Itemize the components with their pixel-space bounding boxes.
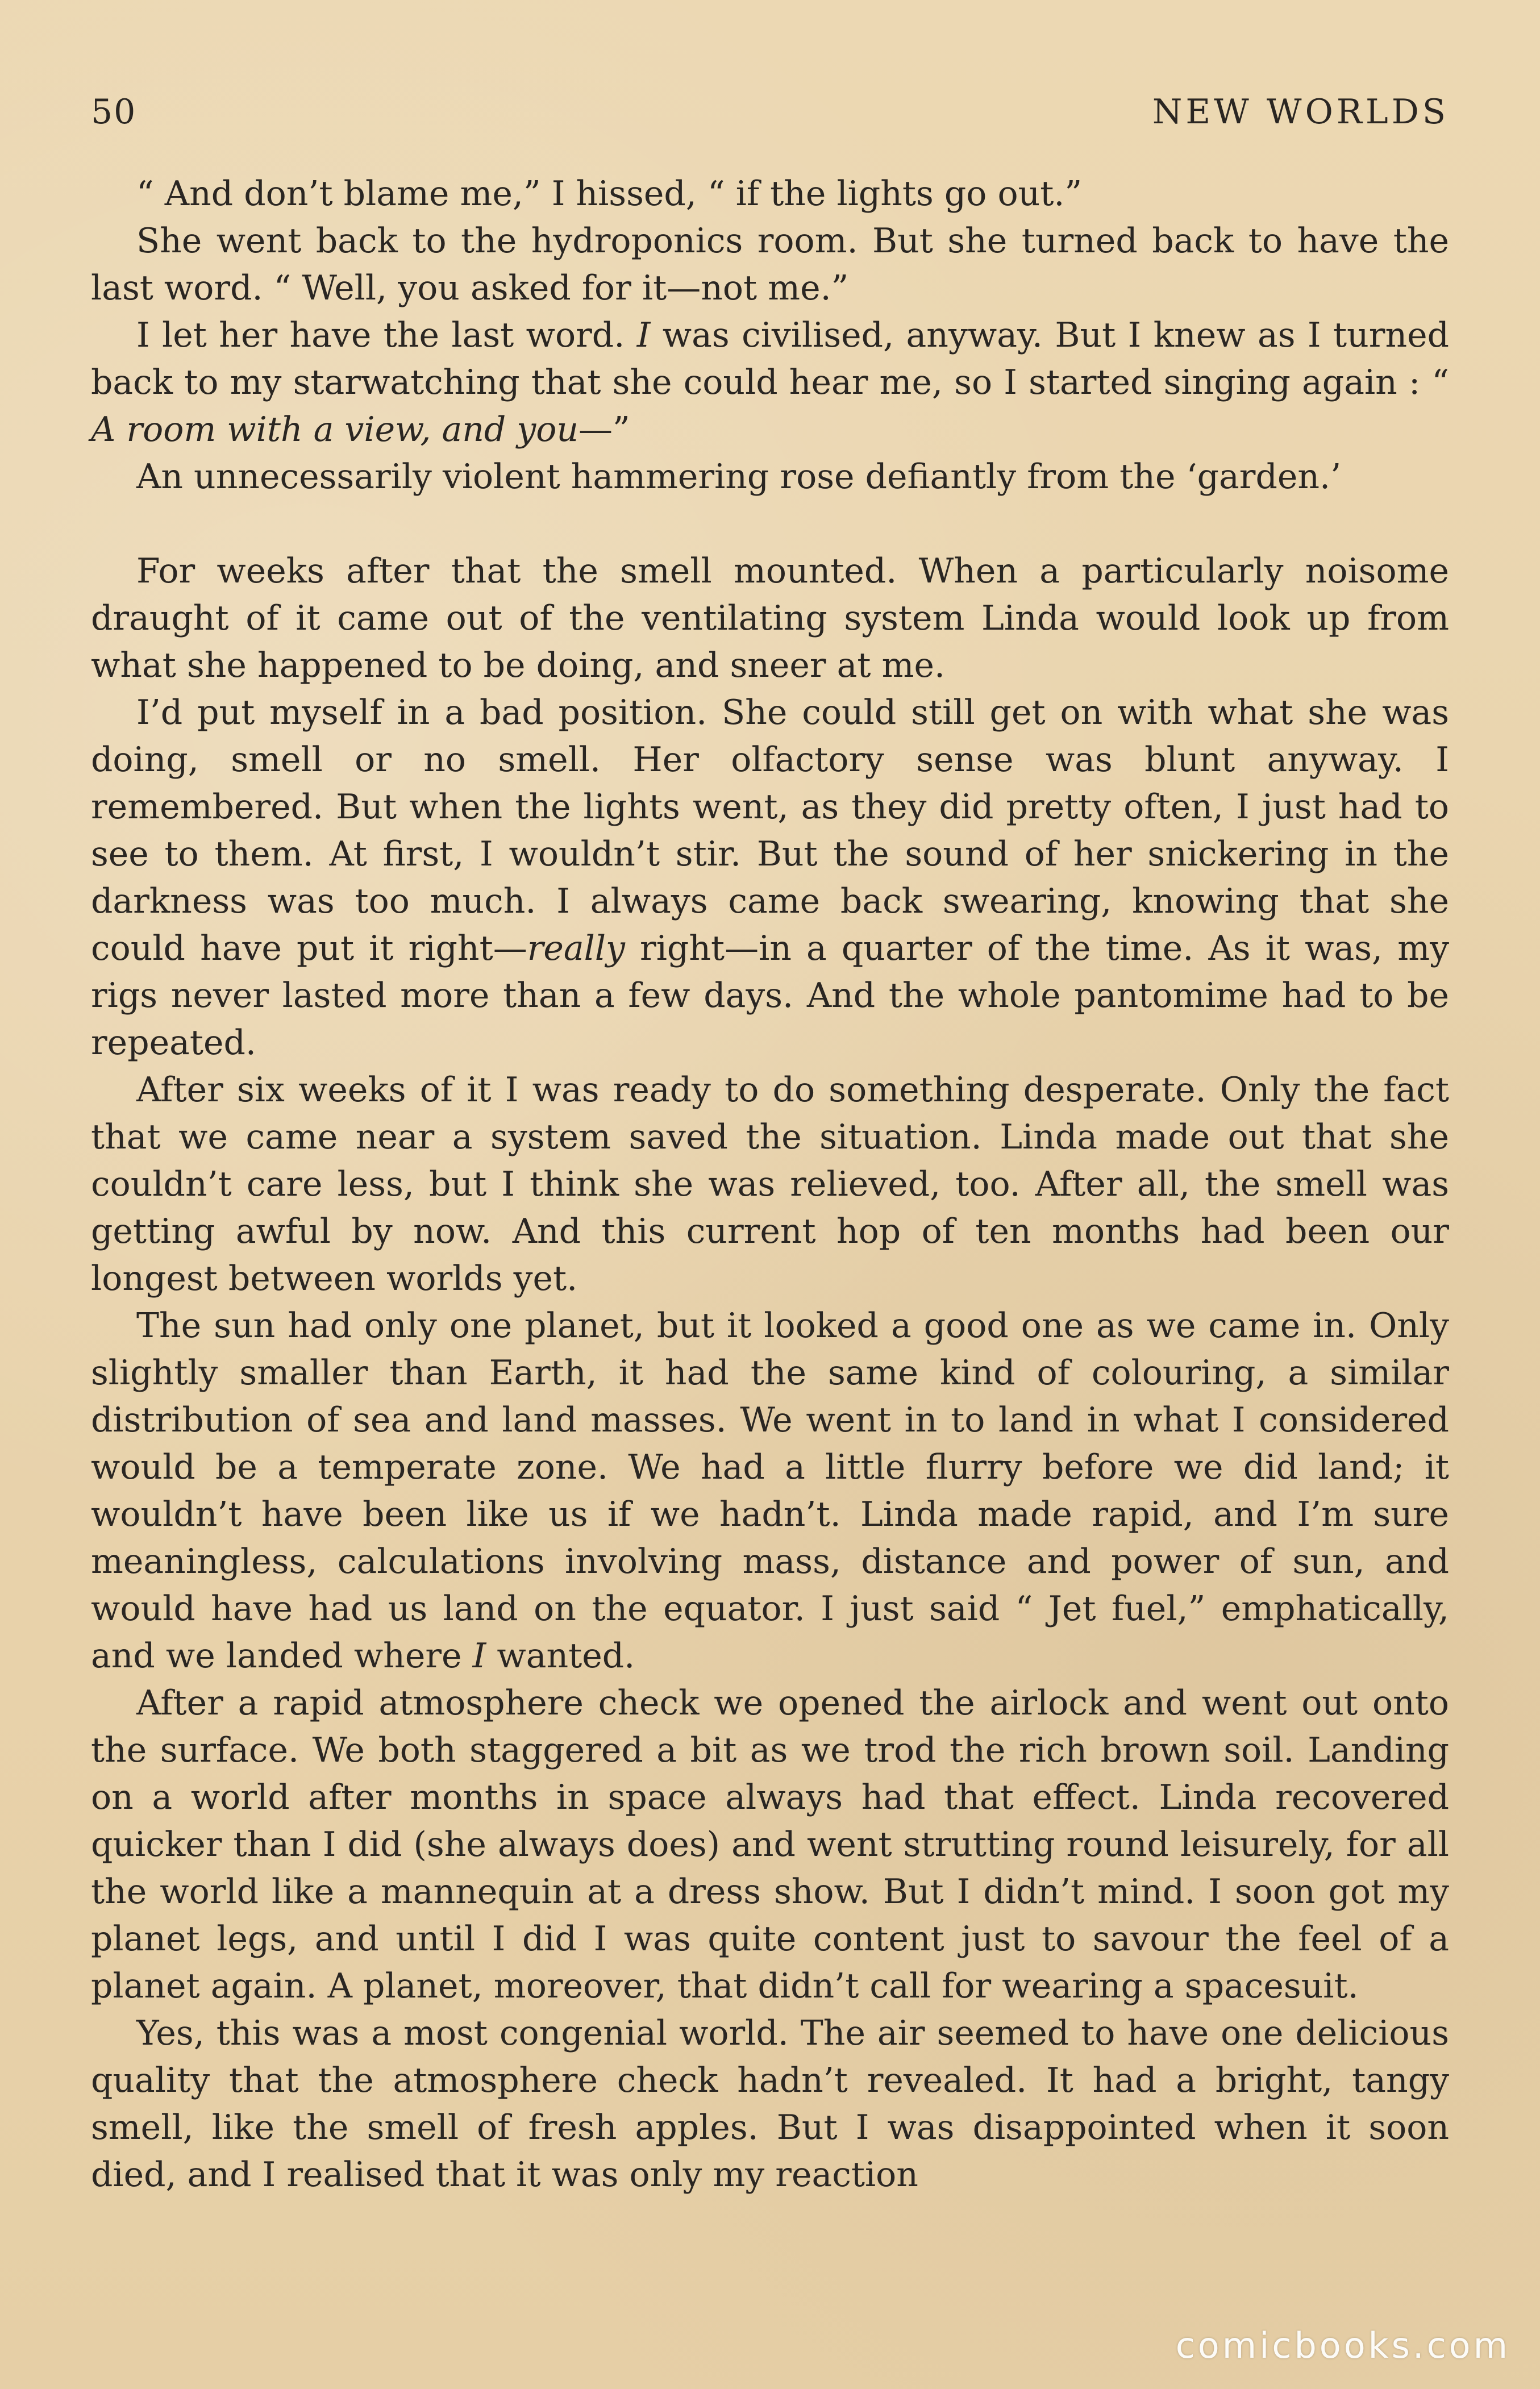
text-segment: An unnecessarily violent hammering rose defiantly from the ‘garden.’ [136, 457, 1342, 497]
text-segment: I let her have the last word. [136, 315, 637, 355]
paragraph [91, 453, 1449, 501]
book-page [91, 85, 1449, 2301]
text-segment: The sun had only one planet, but it looked a good one as we came in. Only slightly smaller than Earth, it had the same kind of colouring, a similar distribution of sea and land masses. We went in to land in what I considered would be a temperate zone. We had a little flurry before we did land; it wouldn’t have been like us if we hadn’t. Linda made rapid, and I’m sure meaningless, calculations involving mass, distance and power of sun, and would have had us land on the equator. I just said “ Jet fuel,” emphatically, and we landed where [91, 1306, 1449, 1676]
text-segment: She went back to the hydroponics room. But she turned back to have the last word. “ Well, you asked for it—not me.” [91, 221, 1449, 308]
italic-segment: I [636, 315, 651, 355]
italic-segment: really [527, 929, 625, 968]
text-segment: Yes, this was a most congenial world. The air seemed to have one delicious quality that the atmosphere check hadn’t revealed. It had a bright, tangy smell, like the smell of fresh apples. But I was disappointed when it soon died, and I realised that it was only my reaction [91, 2013, 1449, 2195]
text-segment: After a rapid atmosphere check we opened the airlock and went out onto the surface. We both staggered a bit as we trod the rich brown soil. Landing on a world after months in space always had that effect. Linda recovered quicker than I did (she always does) and went strutting round leisurely, for all the world like a mannequin at a dress show. But I didn’t mind. I soon got my planet legs, and until I did I was quite content just to savour the feel of a planet again. A planet, moreover, that didn’t call for wearing a spacesuit. [91, 1683, 1449, 2006]
italic-segment: I [472, 1636, 486, 1676]
paragraph [91, 1302, 1449, 1680]
watermark: comicbooks.com [1175, 2325, 1510, 2366]
page-header [91, 85, 1449, 136]
text-segment: right—in a quarter of the time. As it was, my rigs never lasted more than a few days. And the whole pantomime had to be repeated. [91, 929, 1449, 1063]
text-segment: After six weeks of it I was ready to do something desperate. Only the fact that we came near a system saved the situation. Linda made out that she couldn’t care less, but I think she was relieved, too. After all, the smell was getting awful by now. And this current hop of ten months had been our longest between worlds yet. [91, 1070, 1449, 1298]
running-head: NEW WORLDS [1152, 92, 1449, 132]
paragraph [91, 689, 1449, 1067]
paragraph [91, 1067, 1449, 1302]
paragraph [91, 170, 1449, 218]
text-segment: “ And don’t blame me,” I hissed, “ if the lights go out.” [136, 174, 1083, 214]
text-segment: —” [578, 410, 630, 450]
paragraph [91, 218, 1449, 312]
page-number: 50 [91, 92, 137, 132]
paragraph [91, 1680, 1449, 2010]
text-segment: For weeks after that the smell mounted. When a particularly noisome draught of it came out of the ventilating system Linda would look up from what she happened to be doing, and sneer at me. [91, 551, 1449, 685]
text-segment: wanted. [486, 1636, 635, 1676]
body-text [91, 170, 1449, 2199]
text-segment: I’d put myself in a bad position. She could still get on with what she was doing, smell or no smell. Her olfactory sense was blunt anyway. I remembered. But when the lights went, as they did pretty often, I just had to see to them. At first, I wouldn’t stir. But the sound of her snickering in the darkness was too much. I always came back swearing, knowing that she could have put it right— [91, 693, 1449, 968]
text-segment: was civilised, anyway. But I knew as I turned back to my starwatching that she could hear me, so I started singing again : “ [91, 315, 1449, 402]
paragraph [91, 548, 1449, 689]
italic-segment: A room with a view, and you [91, 410, 579, 450]
paragraph [91, 312, 1449, 453]
paragraph [91, 2010, 1449, 2199]
